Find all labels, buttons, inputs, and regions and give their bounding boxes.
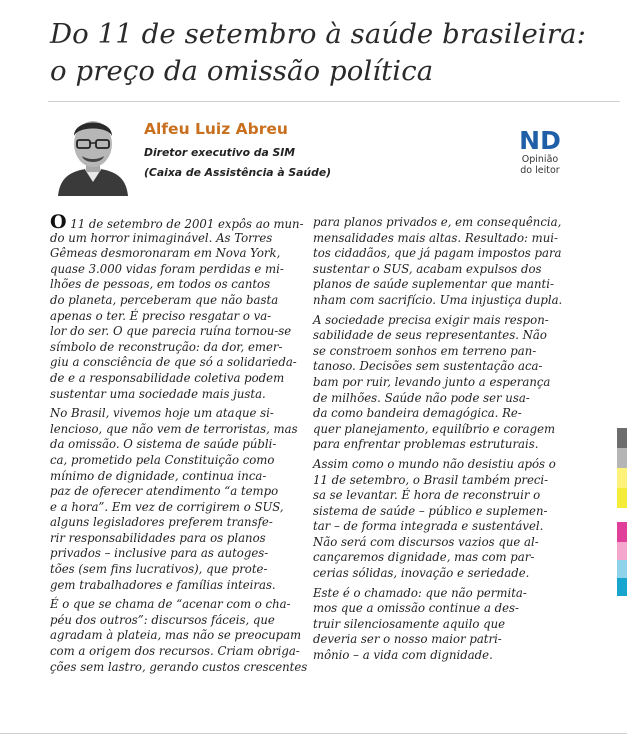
article-title [50, 16, 610, 90]
body-line: péu dos outros”: discursos fáceis, que [50, 612, 275, 627]
body-line: Assim como o mundo não desistiu após o [313, 456, 556, 471]
print-mark-light-cyan [617, 560, 627, 578]
print-mark-pink [617, 542, 627, 560]
article-column-2 [313, 215, 575, 664]
author-photo [52, 110, 134, 196]
body-line: mos que a omissão continue a des- [313, 601, 519, 616]
body-line: apenas o ter. É preciso resgatar o va- [50, 308, 272, 323]
body-line: de milhões. Saúde não pode ser usa- [313, 390, 530, 405]
body-line: 11 de setembro, o Brasil também preci- [313, 472, 549, 487]
author-name: Alfeu Luiz Abreu [144, 120, 288, 138]
body-line: ções sem lastro, gerando custos crescentes [50, 659, 308, 674]
first-line [50, 211, 306, 233]
body-line: No Brasil, vivemos hoje um ataque si- [50, 406, 274, 421]
body-line: se constroem sonhos em terreno pan- [313, 343, 537, 358]
body-line: truir silenciosamente aquilo que [313, 616, 506, 631]
print-mark-light-gray [617, 448, 627, 468]
drop-cap: O [50, 211, 67, 233]
bottom-divider [0, 733, 627, 734]
body-line: gem trabalhadores e famílias inteiras. [50, 577, 276, 592]
body-line: mensalidades mais altas. Resultado: mui- [313, 230, 558, 245]
nd-logo-text: ND [519, 126, 561, 154]
body-line: para enfrentar problemas estruturais. [313, 437, 539, 452]
body-line: da omissão. O sistema de saúde públi- [50, 437, 277, 452]
body-line: privados – inclusive para as autoges- [50, 546, 269, 561]
print-mark-yellow [617, 488, 627, 508]
body-line: quase 3.000 vidas foram perdidas e mi- [50, 261, 284, 276]
body-line: do planeta, perceberam que não basta [50, 292, 279, 307]
body-line: sustentar uma sociedade mais justa. [50, 386, 266, 401]
body-line: sa se levantar. É hora de reconstruir o [313, 488, 541, 503]
author-role: Diretor executivo da SIM [144, 146, 296, 159]
body-line: tos cidadãos, que já pagam impostos para [313, 246, 562, 261]
body-line: É o que se chama de “acenar com o cha- [50, 597, 291, 612]
body-line: da como bandeira demagógica. Re- [313, 406, 522, 421]
body-line: sustentar o SUS, acabam expulsos dos [313, 261, 542, 276]
section-label-1: Opinião [521, 154, 559, 165]
body-line: alguns legisladores preferem transfe- [50, 515, 273, 530]
body-line: tar – de forma integrada e sustentável. [313, 519, 544, 534]
body-line: A sociedade precisa exigir mais respon- [313, 312, 549, 327]
body-line: paz de oferecer atendimento “a tempo [50, 484, 279, 499]
body-line: de e a responsabilidade coletiva podem [50, 370, 285, 385]
print-mark-light-yellow [617, 468, 627, 488]
body-line: deveria ser o nosso maior patri- [313, 632, 502, 647]
body-line: Este é o chamado: que não permita- [313, 585, 527, 600]
body-line: do um horror inimaginável. As Torres [50, 230, 273, 245]
title-line-1: Do 11 de setembro à saúde brasileira: [50, 18, 586, 50]
section-label-2: do leitor [520, 165, 560, 176]
body-line: bam por ruir, levando junto a esperança [313, 374, 551, 389]
body-line: cerias sólidas, inovação e seriedade. [313, 566, 530, 581]
body-line: sistema de saúde – público e suplemen- [313, 503, 548, 518]
title-divider [48, 101, 620, 102]
print-mark-dark-gray [617, 428, 627, 448]
body-line: Gêmeas desmoronaram em Nova York, [50, 246, 281, 261]
body-line: 11 de setembro de 2001 expôs ao mun- [66, 217, 304, 231]
body-line: agradam à plateia, mas não se preocupam [50, 628, 302, 643]
body-line: planos de saúde suplementar que manti- [313, 277, 554, 292]
body-line: nham com sacrifício. Uma injustiça dupla. [313, 292, 563, 307]
body-line: mônio – a vida com dignidade. [313, 648, 493, 663]
body-line: Não será com discursos vazios que al- [313, 534, 539, 549]
body-line: sabilidade de seus representantes. Não [313, 328, 547, 343]
print-mark-magenta [617, 522, 627, 542]
body-line: rir responsabilidades para os planos [50, 530, 266, 545]
body-line: giu a consciência de que só a solidarieda- [50, 355, 297, 370]
body-line: ca, prometido pela Constituição como [50, 452, 275, 467]
body-line: cançaremos dignidade, mas com par- [313, 550, 535, 565]
body-line: quer planejamento, equilíbrio e coragem [313, 421, 556, 436]
nd-logo [516, 126, 564, 154]
body-line: com a origem dos recursos. Criam obriga- [50, 644, 300, 659]
body-line: lhões de pessoas, em todos os cantos [50, 277, 271, 292]
body-line: e a hora”. Em vez de corrigirem o SUS, [50, 499, 284, 514]
body-line: mínimo de dignidade, continua inca- [50, 468, 267, 483]
body-line: tões (sem fins lucrativos), que prote- [50, 562, 268, 577]
title-line-2: o preço da omissão política [50, 55, 434, 87]
article-column-1 [50, 211, 308, 675]
body-line: para planos privados e, em consequência, [313, 215, 562, 229]
author-organization: (Caixa de Assistência à Saúde) [144, 166, 332, 179]
body-line: lor do ser. O que parecia ruína tornou-se [50, 324, 292, 339]
body-line: símbolo de reconstrução: da dor, emer- [50, 339, 283, 354]
print-mark-cyan [617, 578, 627, 596]
print-mark-white [617, 508, 627, 522]
body-line: tanoso. Decisões sem sustentação aca- [313, 359, 543, 374]
body-line: lencioso, que não vem de terroristas, mas [50, 421, 298, 436]
